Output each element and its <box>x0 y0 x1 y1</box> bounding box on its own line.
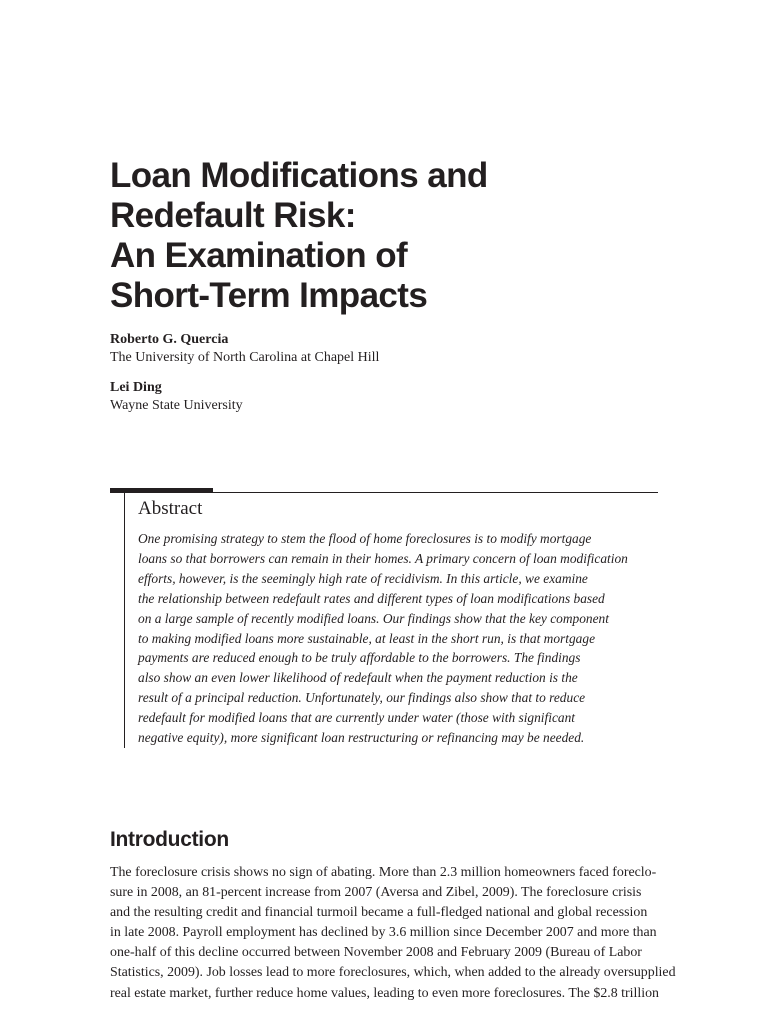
author-name: Lei Ding <box>110 380 162 395</box>
body-line: in late 2008. Payroll employment has declined by 3.6 million since December 2007 and more than <box>110 925 657 941</box>
abstract-line: negative equity), more significant loan restructuring or refinancing may be needed. <box>138 730 585 746</box>
abstract-rule-thin <box>213 492 658 493</box>
body-line: and the resulting credit and financial turmoil became a full-fledged national and global recession <box>110 905 648 921</box>
title-line: Redefault Risk: <box>110 196 356 235</box>
author-name: Roberto G. Quercia <box>110 332 229 347</box>
author-block <box>110 379 243 415</box>
abstract-vertical-rule <box>124 493 125 748</box>
title-line: Loan Modifications and <box>110 156 488 195</box>
abstract-line: the relationship between redefault rates and different types of loan modifications based <box>138 590 605 606</box>
abstract-line: on a large sample of recently modified loans. Our findings show that the key component <box>138 610 609 626</box>
abstract-line: to making modified loans more sustainable, at least in the short run, is that mortgage <box>138 630 596 646</box>
introduction-heading: Introduction <box>110 828 229 851</box>
body-line: sure in 2008, an 81-percent increase from 2007 (Aversa and Zibel, 2009). The foreclosure crisis <box>110 885 642 901</box>
title-line: An Examination of <box>110 236 408 275</box>
body-line: The foreclosure crisis shows no sign of abating. More than 2.3 million homeowners faced foreclo- <box>110 865 657 880</box>
author-affiliation: The University of North Carolina at Chapel Hill <box>110 350 380 365</box>
abstract-line: efforts, however, is the seemingly high rate of recidivism. In this article, we examine <box>138 570 588 586</box>
title-line: Short-Term Impacts <box>110 276 428 315</box>
body-line: one-half of this decline occurred between November 2008 and February 2009 (Bureau of Labor <box>110 945 642 961</box>
abstract-line: redefault for modified loans that are currently under water (those with significant <box>138 710 576 726</box>
abstract-heading: Abstract <box>138 498 203 519</box>
body-line: Statistics, 2009). Job losses lead to more foreclosures, which, when added to the already oversupplied <box>110 965 676 981</box>
author-block <box>110 331 379 367</box>
abstract-line: result of a principal reduction. Unfortunately, our findings also show that to reduce <box>138 690 586 706</box>
abstract-line: One promising strategy to stem the flood of home foreclosures is to modify mortgage <box>138 531 592 546</box>
abstract-line: loans so that borrowers can remain in their homes. A primary concern of loan modification <box>138 550 628 566</box>
body-line: real estate market, further reduce home values, leading to even more foreclosures. The $2.8 trillion <box>110 985 659 1001</box>
article-title <box>110 156 630 316</box>
abstract-rule-thick <box>110 488 213 493</box>
abstract-line: also show an even lower likelihood of redefault when the payment reduction is the <box>138 670 578 686</box>
author-affiliation: Wayne State University <box>110 398 243 413</box>
introduction-body <box>110 863 690 1004</box>
abstract-body <box>138 529 678 748</box>
abstract-line: payments are reduced enough to be truly affordable to the borrowers. The findings <box>138 650 581 666</box>
